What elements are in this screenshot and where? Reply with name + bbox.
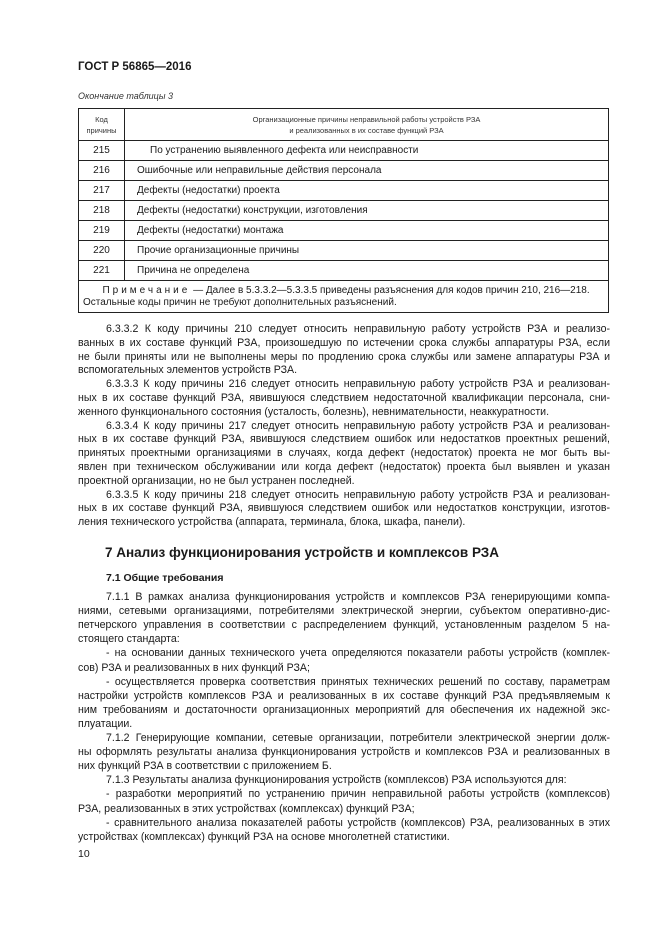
table-row <box>79 181 609 201</box>
text-line: устройствах (комплексах) функций РЗА на основе многолетней статистики. <box>78 830 450 843</box>
text-line: ных в их составе функций РЗА, явившуюся следствием недостаточной квалификации персонала, сни- <box>78 392 610 404</box>
table-row <box>79 141 609 161</box>
reason-text: Прочие организационные причины <box>125 241 609 261</box>
text-line: ним требованиям и достаточности организационных мероприятий для обеспечения их надежной экс- <box>78 703 610 716</box>
text-line: ны оформлять результаты анализа функционирования устройств и комплексов РЗА и реализованных в <box>78 746 610 759</box>
text-line: 6.3.3.5 К коду причины 218 следует относить неправильную работу устройств РЗА и реализован- <box>106 488 610 501</box>
reason-text: Дефекты (недостатки) конструкции, изготовления <box>125 201 609 221</box>
section-title: 7 Анализ функционирования устройств и комплексов РЗА <box>105 545 499 560</box>
reason-text: Дефекты (недостатки) проекта <box>125 181 609 201</box>
text-line: ных в их составе функций РЗА, явившуюся следствием ошибок или недостатков проектных решений, <box>78 433 610 446</box>
text-line: - разработки мероприятий по устранению причин неправильной работы устройств (комплексов) <box>106 788 610 801</box>
reason-code: 217 <box>79 181 125 201</box>
table-row <box>79 201 609 221</box>
text-line: ления технического устройства (аппарата, терминала, блока, шкафа, панели). <box>78 516 466 529</box>
document-header: ГОСТ Р 56865—2016 <box>78 61 192 73</box>
text-line: - на основании данных технического учета определяются показатели работы устройств (комплек- <box>106 647 610 660</box>
text-line: принятых проектными организациями в случаях, когда дефект (недостаток) проекта не мог быть вы- <box>78 447 610 460</box>
text-line: РЗА, реализованных в этих устройствах (комплексах) функций РЗА; <box>78 802 415 815</box>
reason-text: Причина не определена <box>125 261 609 281</box>
table-caption: Окончание таблицы 3 <box>78 91 173 101</box>
reason-code: 220 <box>79 241 125 261</box>
text-line: не были приняты или не выполнены меры по продлению срока службы или замене аппаратуры РЗА и <box>78 350 610 363</box>
text-line: них функций РЗА в соответствии с приложением Б. <box>78 760 332 773</box>
text-line: явлен при техническом обслуживании или когда дефект (недостаток) проекта был выявлен и указан <box>78 461 610 473</box>
text-line: 7.1.3 Результаты анализа функционирования устройств (комплексов) РЗА используются для: <box>106 774 567 787</box>
text-line: - осуществляется проверка соответствия принятых технических решений по составу, параметрам <box>106 675 610 688</box>
reason-codes-table <box>78 108 609 313</box>
text-line: 6.3.3.3 К коду причины 216 следует относить неправильную работу устройств РЗА и реализован- <box>106 378 610 391</box>
table-row <box>79 261 609 281</box>
subsection-title: 7.1 Общие требования <box>106 572 224 584</box>
table-note-row <box>79 281 609 313</box>
header-code: Код причины <box>79 109 125 141</box>
text-line: ных в их составе функций РЗА, явившуюся следствием ошибок или недостатков конструкции, изготов- <box>78 502 610 515</box>
text-line: сов) РЗА и реализованных в них функций РЗА; <box>78 661 310 674</box>
text-line: 6.3.3.4 К коду причины 217 следует относить неправильную работу устройств РЗА и реализован- <box>106 419 610 432</box>
reason-code: 215 <box>79 141 125 161</box>
text-line: проектной организации, но не был устранен последней. <box>78 474 355 487</box>
text-line: ниями, сетевыми организациями, потребителями электрической энергии, субъектом оперативно-дис- <box>78 605 610 618</box>
text-line: - сравнительного анализа показателей работы устройств (комплексов) РЗА, реализованных в этих <box>106 816 610 829</box>
text-line: 7.1.2 Генерирующие компании, сетевые организации, потребители электрической энергии долж- <box>106 732 610 744</box>
text-line: 6.3.3.2 К коду причины 210 следует относить неправильную работу устройств РЗА и реализо- <box>106 323 610 335</box>
table-header-row <box>79 109 609 141</box>
reason-code: 221 <box>79 261 125 281</box>
text-line: женного функционального состояния (усталость, болезнь), невнимательности, неаккуратности. <box>78 405 550 418</box>
reason-text: Дефекты (недостатки) монтажа <box>125 221 609 241</box>
reason-text: Ошибочные или неправильные действия персонала <box>125 161 609 181</box>
text-line: петчерского управления в соответствии с распределением функций, установленным разделом 5 на- <box>78 619 610 632</box>
text-line: ванных в их составе функций РЗА, произошедшую по истечении срока службы аппаратуры РЗА, если <box>78 336 610 349</box>
reason-text: По устранению выявленного дефекта или неисправности <box>125 141 609 161</box>
text-line: стоящего стандарта: <box>78 633 180 646</box>
reason-code: 218 <box>79 201 125 221</box>
text-line: 7.1.1 В рамках анализа функционирования устройств и комплексов РЗА генерирующими компа- <box>106 591 610 603</box>
table-row <box>79 161 609 181</box>
table-note: Примечание — Далее в 5.3.3.2—5.3.3.5 приведены разъяснения для кодов причин 210, 216—218. Остальные коды причин не требуют дополнительных разъяснений. <box>79 281 609 313</box>
text-line: плуатации. <box>78 717 133 730</box>
text-line: настройки устройств комплексов РЗА и реализованных в их составе функций РЗА предъявляемым к <box>78 689 610 702</box>
table-row <box>79 241 609 261</box>
reason-code: 216 <box>79 161 125 181</box>
header-description: Организационные причины неправильной работы устройств РЗА и реализованных в их составе функций РЗА <box>125 109 609 141</box>
reason-code: 219 <box>79 221 125 241</box>
table-row <box>79 221 609 241</box>
text-line: вспомогательных элементов устройств РЗА. <box>78 364 298 377</box>
page-number: 10 <box>78 848 90 860</box>
